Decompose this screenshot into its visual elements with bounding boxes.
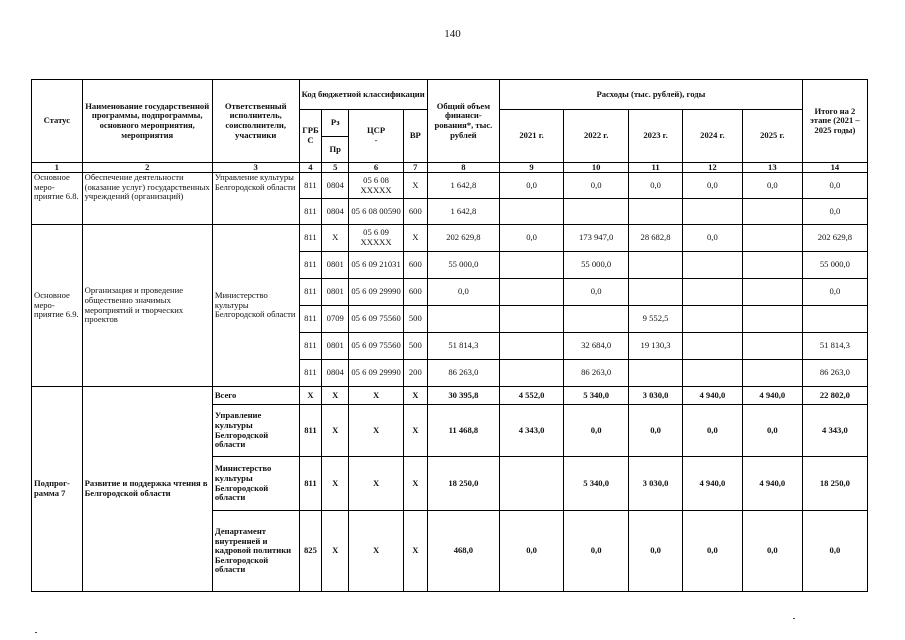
cell-2023: 0,0: [629, 511, 683, 592]
row-name: Развитие и поддержка чтения в Белгородской области: [82, 387, 212, 592]
cell-2022: 173 947,0: [564, 225, 629, 252]
table-row: [32, 173, 868, 199]
cell-2025: [742, 279, 802, 306]
col-number: 14: [802, 163, 867, 173]
cell-vr: X: [403, 457, 427, 511]
cell-2021: [500, 199, 564, 225]
cell-itogo: 55 000,0: [802, 252, 867, 279]
cell-itogo: 202 629,8: [802, 225, 867, 252]
page-number: 140: [444, 28, 461, 40]
cell-2022: 32 684,0: [564, 333, 629, 360]
cell-rz: X: [322, 225, 349, 252]
table-row: [32, 225, 868, 252]
header-expenses: Расходы (тыс. рублей), годы: [500, 80, 803, 110]
cell-2025: [742, 306, 802, 333]
col-number: 4: [299, 163, 322, 173]
cell-itogo: 18 250,0: [802, 457, 867, 511]
cell-rz: 0804: [322, 360, 349, 387]
cell-vr: 600: [403, 199, 427, 225]
cell-itogo: 86 263,0: [802, 360, 867, 387]
cell-csr: 05 6 09 75560: [349, 333, 404, 360]
cell-itogo: 0,0: [802, 511, 867, 592]
cell-2023: 19 130,3: [629, 333, 683, 360]
cell-vr: X: [403, 387, 427, 405]
cell-grbs: 811: [299, 405, 322, 457]
cell-total: 11 468,8: [427, 405, 499, 457]
cell-vr: X: [403, 511, 427, 592]
col-number: 5: [322, 163, 349, 173]
cell-rz: 0801: [322, 279, 349, 306]
cell-2023: 0,0: [629, 405, 683, 457]
cell-csr: X: [349, 457, 404, 511]
cell-itogo: 0,0: [802, 279, 867, 306]
col-number: 2: [82, 163, 212, 173]
col-number: 11: [629, 163, 683, 173]
row-responsible: Всего: [212, 387, 299, 405]
cell-vr: 600: [403, 279, 427, 306]
cell-2023: 9 552,5: [629, 306, 683, 333]
cell-itogo: 4 343,0: [802, 405, 867, 457]
header-grbs: ГРБ С: [299, 110, 322, 163]
row-status: Основное меро-приятие 6.8.: [32, 173, 83, 225]
cell-2022: 5 340,0: [564, 387, 629, 405]
cell-rz: X: [322, 387, 349, 405]
cell-2021: 0,0: [500, 173, 564, 199]
cell-2024: 0,0: [682, 225, 742, 252]
cell-2021: 0,0: [500, 511, 564, 592]
col-number: 7: [403, 163, 427, 173]
cell-2025: [742, 252, 802, 279]
header-vr: ВР: [403, 110, 427, 163]
row-responsible: Министерство культуры Белгородской области: [212, 457, 299, 511]
cell-2022: 0,0: [564, 511, 629, 592]
header-2022: 2022 г.: [564, 110, 629, 163]
header-status: Статус: [32, 80, 83, 163]
header-2024: 2024 г.: [682, 110, 742, 163]
cell-2024: 0,0: [682, 173, 742, 199]
cell-csr: 05 6 09 XXXXX: [349, 225, 404, 252]
col-number: 8: [427, 163, 499, 173]
header-2025: 2025 г.: [742, 110, 802, 163]
cell-2023: 0,0: [629, 173, 683, 199]
cell-2022: 5 340,0: [564, 457, 629, 511]
cell-vr: X: [403, 225, 427, 252]
cell-2025: 0,0: [742, 511, 802, 592]
scan-speck: [793, 618, 795, 619]
cell-grbs: 811: [299, 173, 322, 199]
cell-vr: 200: [403, 360, 427, 387]
cell-csr: X: [349, 511, 404, 592]
cell-grbs: 811: [299, 225, 322, 252]
col-number: 1: [32, 163, 83, 173]
cell-total: [427, 306, 499, 333]
cell-2021: [500, 457, 564, 511]
cell-2022: 0,0: [564, 279, 629, 306]
cell-total: 468,0: [427, 511, 499, 592]
cell-grbs: 811: [299, 306, 322, 333]
cell-total: 30 395,8: [427, 387, 499, 405]
cell-csr: 05 6 09 75560: [349, 306, 404, 333]
cell-2025: [742, 360, 802, 387]
cell-itogo: 22 802,0: [802, 387, 867, 405]
cell-total: 18 250,0: [427, 457, 499, 511]
cell-2024: [682, 360, 742, 387]
col-number: 3: [212, 163, 299, 173]
cell-csr: X: [349, 387, 404, 405]
cell-total: 1 642,8: [427, 173, 499, 199]
header-name: Наименование государственной программы, подпрограммы, основного мероприятия, мероприятия: [82, 80, 212, 163]
cell-rz: 0801: [322, 252, 349, 279]
cell-2021: [500, 306, 564, 333]
cell-2022: 55 000,0: [564, 252, 629, 279]
cell-2024: [682, 333, 742, 360]
header-2023: 2023 г.: [629, 110, 683, 163]
cell-2024: 0,0: [682, 511, 742, 592]
cell-2024: [682, 199, 742, 225]
cell-2021: 0,0: [500, 225, 564, 252]
scan-speck: [35, 632, 37, 633]
row-responsible: Управление культуры Белгородской области: [212, 173, 299, 225]
cell-2025: 0,0: [742, 173, 802, 199]
col-number: 12: [682, 163, 742, 173]
header-2021: 2021 г.: [500, 110, 564, 163]
cell-2021: [500, 333, 564, 360]
cell-grbs: 811: [299, 333, 322, 360]
cell-rz: X: [322, 511, 349, 592]
cell-2024: 4 940,0: [682, 457, 742, 511]
row-responsible: Министерство культуры Белгородской области: [212, 225, 299, 387]
budget-table: [31, 79, 868, 592]
cell-2025: 4 940,0: [742, 387, 802, 405]
col-number: 6: [349, 163, 404, 173]
cell-2025: 4 940,0: [742, 457, 802, 511]
cell-2022: 86 263,0: [564, 360, 629, 387]
cell-2024: [682, 252, 742, 279]
cell-grbs: 825: [299, 511, 322, 592]
cell-2022: [564, 199, 629, 225]
cell-2022: [564, 306, 629, 333]
cell-2021: 4 552,0: [500, 387, 564, 405]
col-number: 13: [742, 163, 802, 173]
cell-2023: 3 030,0: [629, 387, 683, 405]
cell-2023: [629, 252, 683, 279]
cell-2025: [742, 199, 802, 225]
cell-2021: [500, 279, 564, 306]
row-status: Подпрог-рамма 7: [32, 387, 83, 592]
cell-itogo: 51 814,3: [802, 333, 867, 360]
cell-itogo: [802, 306, 867, 333]
header-itogo: Итого на 2 этапе (2021 – 2025 годы): [802, 80, 867, 163]
cell-grbs: 811: [299, 279, 322, 306]
header-code-group: Код бюджетной классификации: [299, 80, 427, 110]
cell-2023: [629, 199, 683, 225]
cell-2024: [682, 306, 742, 333]
cell-csr: 05 6 09 29990: [349, 279, 404, 306]
cell-csr: 05 6 08 XXXXX: [349, 173, 404, 199]
header-pr: Пр: [322, 137, 349, 163]
cell-2021: [500, 360, 564, 387]
cell-vr: 500: [403, 333, 427, 360]
cell-rz: 0801: [322, 333, 349, 360]
row-name: Организация и проведение общественно значимых мероприятий и творческих проектов: [82, 225, 212, 387]
table-row: [32, 387, 868, 405]
col-number: 9: [500, 163, 564, 173]
cell-total: 51 814,3: [427, 333, 499, 360]
cell-csr: 05 6 08 00590: [349, 199, 404, 225]
cell-2025: [742, 333, 802, 360]
header-csr: ЦСР -: [349, 110, 404, 163]
cell-2023: [629, 360, 683, 387]
row-name: Обеспечение деятельности (оказание услуг) государственных учреждений (организаций): [82, 173, 212, 225]
row-responsible: Департамент внутренней и кадровой политики Белгородской области: [212, 511, 299, 592]
col-number: 10: [564, 163, 629, 173]
column-numbers-row: [32, 163, 868, 173]
cell-2024: [682, 279, 742, 306]
cell-total: 0,0: [427, 279, 499, 306]
header-responsible: Ответственный исполнитель, соисполнители, участники: [212, 80, 299, 163]
cell-vr: 500: [403, 306, 427, 333]
cell-2023: 28 682,8: [629, 225, 683, 252]
cell-2025: [742, 225, 802, 252]
cell-grbs: 811: [299, 360, 322, 387]
cell-vr: X: [403, 173, 427, 199]
cell-grbs: 811: [299, 252, 322, 279]
cell-total: 1 642,8: [427, 199, 499, 225]
cell-2025: 0,0: [742, 405, 802, 457]
cell-2022: 0,0: [564, 173, 629, 199]
cell-2021: 4 343,0: [500, 405, 564, 457]
cell-rz: X: [322, 405, 349, 457]
cell-grbs: X: [299, 387, 322, 405]
cell-rz: 0804: [322, 199, 349, 225]
cell-2024: 0,0: [682, 405, 742, 457]
cell-vr: 600: [403, 252, 427, 279]
cell-2023: 3 030,0: [629, 457, 683, 511]
cell-2022: 0,0: [564, 405, 629, 457]
cell-2023: [629, 279, 683, 306]
row-responsible: Управление культуры Белгородской области: [212, 405, 299, 457]
cell-rz: 0709: [322, 306, 349, 333]
cell-rz: 0804: [322, 173, 349, 199]
cell-csr: 05 6 09 29990: [349, 360, 404, 387]
header-total-volume: Общий объем финанси-рования*, тыс. рублей: [427, 80, 499, 163]
cell-vr: X: [403, 405, 427, 457]
cell-2021: [500, 252, 564, 279]
cell-itogo: 0,0: [802, 199, 867, 225]
cell-csr: X: [349, 405, 404, 457]
cell-2024: 4 940,0: [682, 387, 742, 405]
row-status: Основное меро-приятие 6.9.: [32, 225, 83, 387]
cell-itogo: 0,0: [802, 173, 867, 199]
cell-grbs: 811: [299, 199, 322, 225]
cell-total: 86 263,0: [427, 360, 499, 387]
cell-grbs: 811: [299, 457, 322, 511]
header-rz: Рз: [322, 110, 349, 137]
cell-rz: X: [322, 457, 349, 511]
cell-total: 55 000,0: [427, 252, 499, 279]
cell-csr: 05 6 09 21031: [349, 252, 404, 279]
cell-total: 202 629,8: [427, 225, 499, 252]
